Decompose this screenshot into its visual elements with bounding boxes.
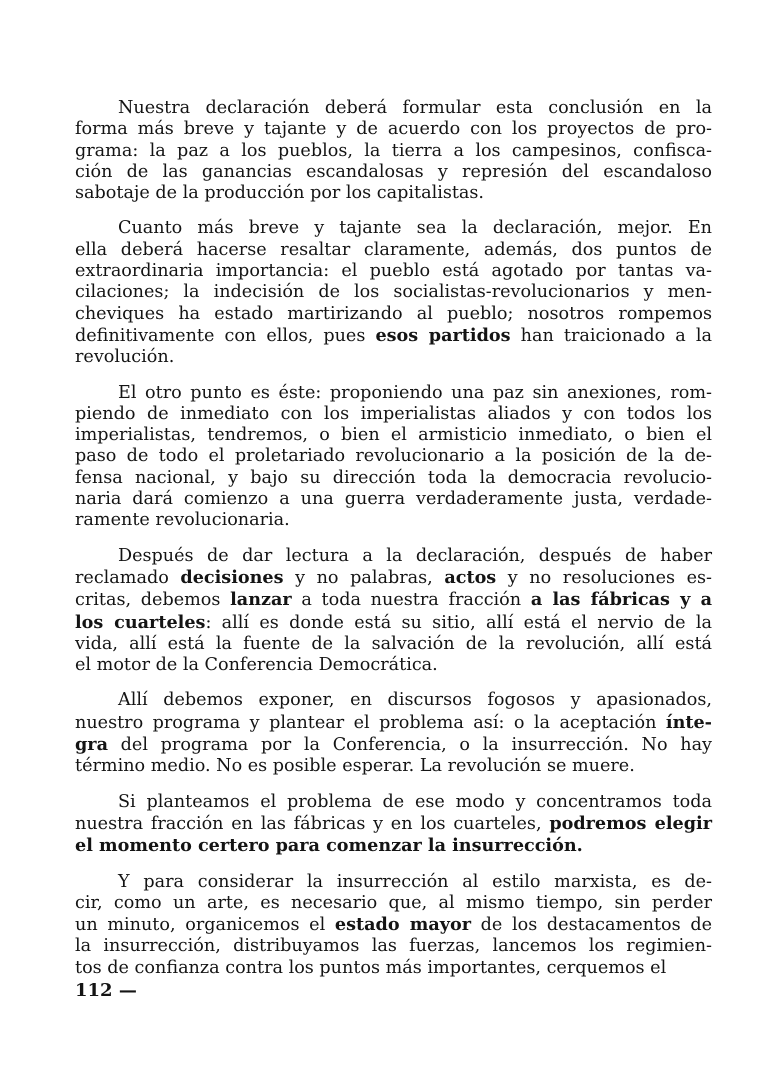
text-line: tos de confianza contra los puntos más importantes, cerquemos el (75, 957, 667, 978)
paragraph-7 (75, 872, 712, 979)
text-line: naria dará comienzo a una guerra verdaderamente justa, verdade- (75, 489, 712, 510)
text-line: cir, como un arte, es necesario que, al mismo tiempo, sin perder (75, 892, 712, 913)
text-line: vida, allí está la fuente de la salvación de la revolución, allí está (75, 633, 712, 654)
text-line: grama: la paz a los pueblos, la tierra a los campesinos, confisca- (75, 140, 712, 161)
page-body (75, 98, 712, 993)
text-line: El otro punto es éste: proponiendo una paz sin anexiones, rom- (118, 382, 712, 403)
text-line: el momento certero para comenzar la insurrección. (75, 835, 583, 857)
page-number: 112 — (75, 980, 137, 1001)
text-line: Cuanto más breve y tajante sea la declaración, mejor. En (118, 218, 712, 239)
text-line: cilaciones; la indecisión de los socialistas-revolucionarios y men- (75, 282, 712, 303)
text-line: Allí debemos exponer, en discursos fogosos y apasionados, (118, 690, 712, 711)
text-line: piendo de inmediato con los imperialistas aliados y con todos los (75, 403, 712, 424)
text-line: paso de todo el proletariado revolucionario a la posición de la de- (75, 446, 712, 467)
text-line: cheviques ha estado martirizando al pueblo; nosotros rompemos (75, 303, 712, 324)
text-line: Nuestra declaración deberá formular esta conclusión en la (118, 98, 712, 118)
text-line: término medio. No es posible esperar. La revolución se muere. (75, 756, 635, 777)
paragraph-6 (75, 792, 712, 858)
text-line: Si planteamos el problema de ese modo y concentramos toda (118, 791, 712, 812)
text-line: gra del programa por la Conferencia, o la insurrección. No hay (75, 734, 712, 756)
text-line: sabotaje de la producción por los capitalistas. (75, 183, 485, 204)
paragraph-5 (75, 690, 712, 777)
text-line: un minuto, organicemos el estado mayor de los destacamentos de (75, 914, 712, 936)
text-line: nuestra fracción en las fábricas y en los cuarteles, podremos elegir (75, 812, 712, 834)
text-line: Y para considerar la insurrección al estilo marxista, es de- (118, 871, 712, 892)
paragraph-3 (75, 383, 712, 532)
text-line: definitivamente con ellos, pues esos partidos han traicionado a la (75, 324, 712, 346)
text-line: nuestro programa y plantear el problema así: o la aceptación ínte- (75, 711, 712, 733)
text-line: forma más breve y tajante y de acuerdo con los proyectos de pro- (75, 119, 712, 140)
text-line: la insurrección, distribuyamos las fuerzas, lancemos los regimien- (75, 936, 712, 957)
text-line: imperialistas, tendremos, o bien el armisticio inmediato, o bien el (75, 425, 712, 446)
text-line: los cuarteles: allí es donde está su sitio, allí está el nervio de la (75, 611, 712, 633)
text-line: revolución. (75, 347, 175, 368)
text-line: reclamado decisiones y no palabras, actos y no resoluciones es- (75, 566, 713, 588)
text-line: Después de dar lectura a la declaración, después de haber (118, 545, 712, 566)
text-line: ción de las ganancias escandalosas y represión del escandaloso (75, 161, 712, 182)
paragraph-4 (75, 546, 712, 677)
text-line: ella deberá hacerse resaltar claramente, además, dos puntos de (75, 239, 712, 260)
text-line: el motor de la Conferencia Democrática. (75, 655, 438, 676)
text-line: extraordinaria importancia: el pueblo está agotado por tantas va- (75, 261, 712, 282)
paragraph-2 (75, 218, 712, 368)
text-line: fensa nacional, y bajo su dirección toda la democracia revolucio- (75, 467, 712, 488)
text-line: critas, debemos lanzar a toda nuestra fracción a las fábricas y a (75, 589, 712, 611)
text-line: ramente revolucionaria. (75, 510, 290, 531)
paragraph-1 (75, 98, 712, 204)
